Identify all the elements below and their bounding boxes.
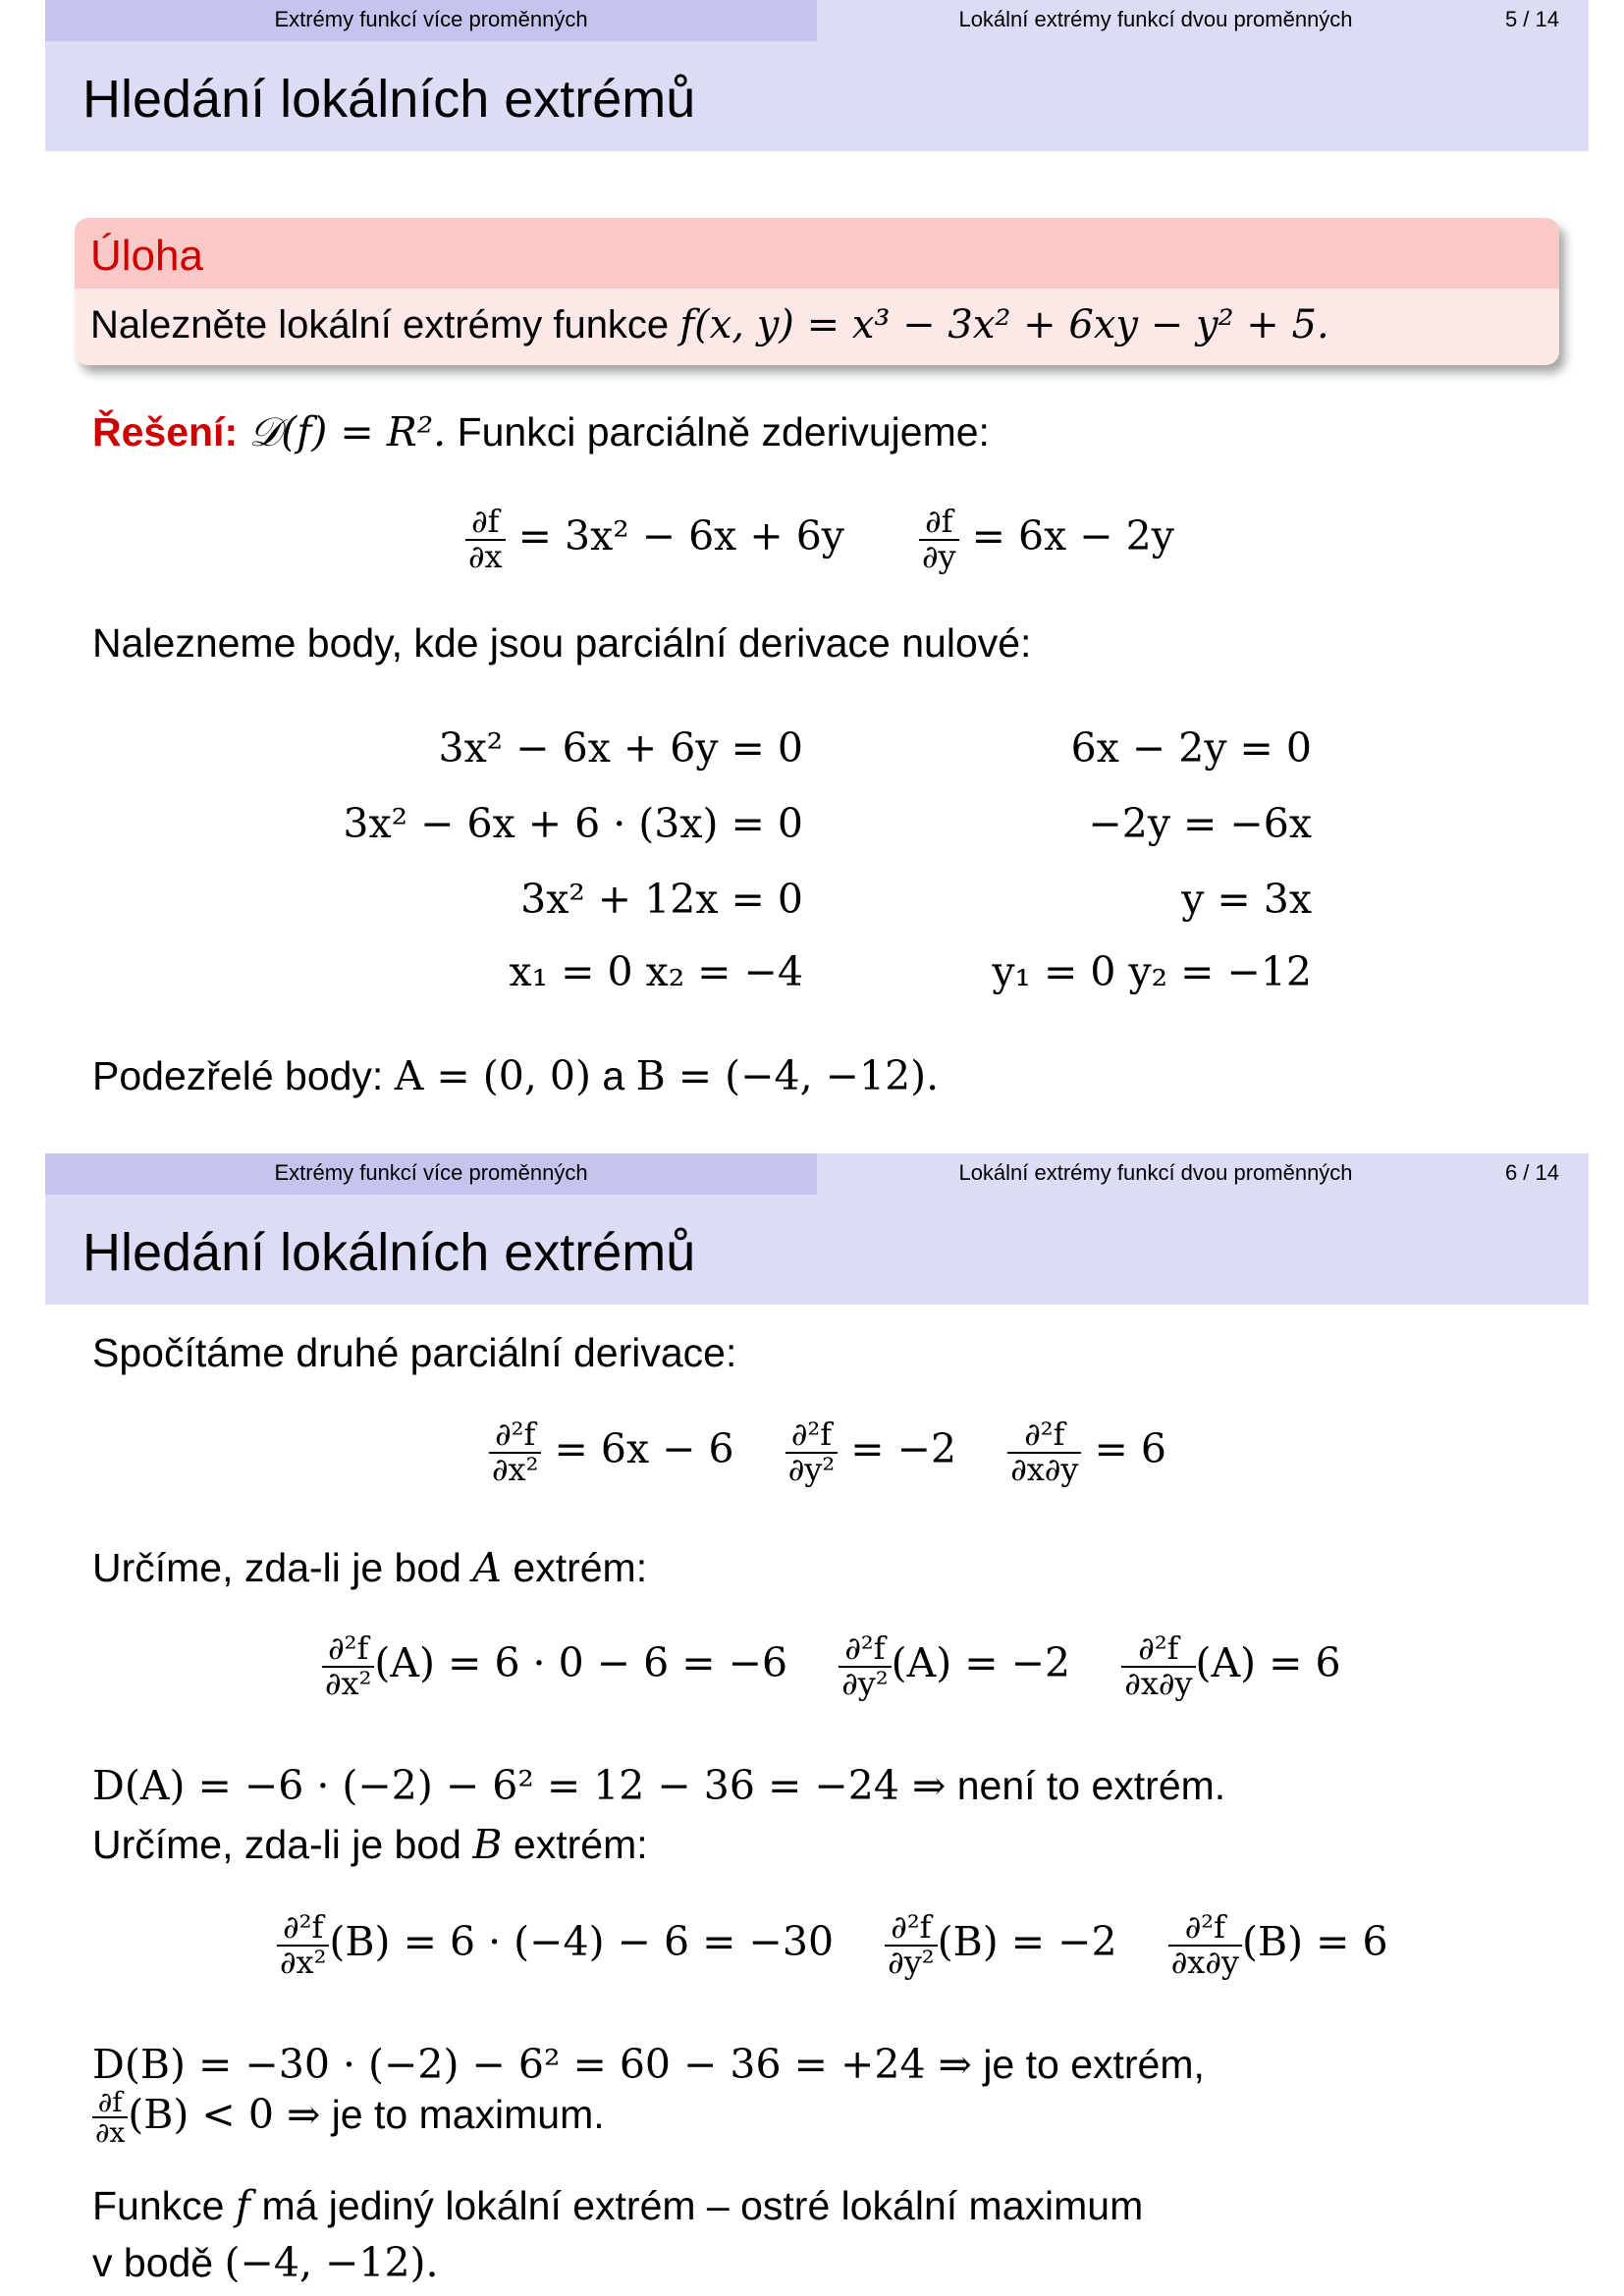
fraction-df-dx: $\frac{\partial f}{\partial x}$ <box>465 506 506 573</box>
header-section-right <box>817 1153 1589 1195</box>
second-derivatives-row: $\frac{\text{∂²f}}{\text{∂x²}}$ = 6x − 6 $\frac{\text{∂²f}}{\text{∂y²}}$ = −2 $\frac{\text{∂²f}}{\partial x\partial y}$ = 6 <box>489 1418 1166 1486</box>
fraction-d2f-dy2: $\frac{\text{∂²f}}{\text{∂y²}}$ <box>785 1418 838 1486</box>
task-block-body <box>75 289 1559 365</box>
page-number: 5 / 14 <box>1504 7 1559 31</box>
left-eq-3: 3x² + 12x = 0 <box>520 876 803 923</box>
header-section-right <box>817 0 1589 41</box>
slide-title: Hledání lokálních extrémů <box>82 70 696 129</box>
check-a-text: Určíme, zda-li je bod A extrém: <box>92 1544 648 1591</box>
task-block-title: Úloha <box>75 218 1559 289</box>
solution-domain: 𝒟(f) = R². <box>248 408 447 455</box>
second-derivatives-text: Spočítáme druhé parciální derivace: <box>92 1330 737 1375</box>
fraction-d2f-dxdy: $\frac{\text{∂²f}}{\partial x\partial y}$ <box>1007 1418 1081 1486</box>
point-a-derivatives: $\frac{\text{∂²f}}{\text{∂x²}}$ (A) = 6 · 0 − 6 = −6 $\frac{\text{∂²f}}{\text{∂y²}}$ (A) = −2 $\frac{\text{∂²f}}{\partial x\partial y}$ (A) = 6 <box>322 1632 1341 1700</box>
title-bar <box>45 41 1589 151</box>
conclusion-line-1: Funkce f má jediný lokální extrém – ostré lokální maximum <box>92 2182 1144 2229</box>
right-eq-1: 6x − 2y = 0 <box>1070 724 1312 772</box>
header-section-left[interactable]: Extrémy funkcí více proměnných <box>45 0 817 41</box>
header-subsection[interactable]: Lokální extrémy funkcí dvou proměnných <box>958 7 1353 31</box>
point-b: B = (−4, −12). <box>635 1052 940 1099</box>
fraction-d2f-dx2: $\frac{\text{∂²f}}{\text{∂x²}}$ <box>489 1418 541 1486</box>
conclusion-line-2: v bodě (−4, −12). <box>92 2239 439 2286</box>
fraction-df-dy: $\frac{\partial f}{\partial y}$ <box>919 506 959 573</box>
solution-text: Funkci parciálně zderivujeme: <box>457 409 990 454</box>
task-block <box>75 218 1559 365</box>
solution-line <box>92 408 990 456</box>
check-b-text: Určíme, zda-li je bod B extrém: <box>92 1821 648 1868</box>
page-number: 6 / 14 <box>1504 1160 1559 1185</box>
point-a: A = (0, 0) <box>394 1052 591 1099</box>
left-eq-1: 3x² − 6x + 6y = 0 <box>438 724 803 772</box>
suspicious-points: Podezřelé body: A = (0, 0) a B = (−4, −12). <box>92 1052 940 1099</box>
header-bar <box>45 1153 1589 1195</box>
right-eq-3: y = 3x <box>1181 876 1312 923</box>
slide-5 <box>45 0 1589 1119</box>
first-derivative-x: $\frac{\partial f}{\partial x}$ = 3x² − 6x + 6y <box>465 506 844 573</box>
task-formula: f(x, y) = x³ − 3x² + 6xy − y² + 5. <box>679 302 1329 347</box>
left-eq-4: x₁ = 0 x₂ = −4 <box>509 948 803 995</box>
discriminant-b: D(B) = −30 · (−2) − 6² = 60 − 36 = +24 ⇒ je to extrém, <box>92 2041 1205 2088</box>
title-bar <box>45 1195 1589 1305</box>
first-derivative-y: $\frac{\partial f}{\partial y}$ = 6x − 2y <box>919 506 1174 573</box>
slide-6 <box>45 1153 1589 2296</box>
solution-label: Řešení: <box>92 409 239 454</box>
task-text: Nalezněte lokální extrémy funkce <box>90 303 670 347</box>
slide-title: Hledání lokálních extrémů <box>82 1223 696 1282</box>
left-eq-2: 3x² − 6x + 6 · (3x) = 0 <box>343 800 803 847</box>
header-bar <box>45 0 1589 41</box>
header-subsection[interactable]: Lokální extrémy funkcí dvou proměnných <box>958 1160 1353 1185</box>
maximum-line: $\frac{\partial f}{\partial x}$ (B) < 0 ⇒ je to maximum. <box>92 2088 605 2148</box>
discriminant-a: D(A) = −6 · (−2) − 6² = 12 − 36 = −24 ⇒ není to extrém. <box>92 1762 1226 1809</box>
right-eq-2: −2y = −6x <box>1088 800 1312 847</box>
header-section-left[interactable]: Extrémy funkcí více proměnných <box>45 1153 817 1195</box>
find-text: Nalezneme body, kde jsou parciální derivace nulové: <box>92 620 1032 666</box>
right-eq-4: y₁ = 0 y₂ = −12 <box>992 948 1312 995</box>
point-b-derivatives: $\frac{\text{∂²f}}{\text{∂x²}}$ (B) = 6 · (−4) − 6 = −30 $\frac{\text{∂²f}}{\text{∂y²}}$ (B) = −2 $\frac{\text{∂²f}}{\partial x\partial y}$ (B) = 6 <box>277 1911 1388 1979</box>
